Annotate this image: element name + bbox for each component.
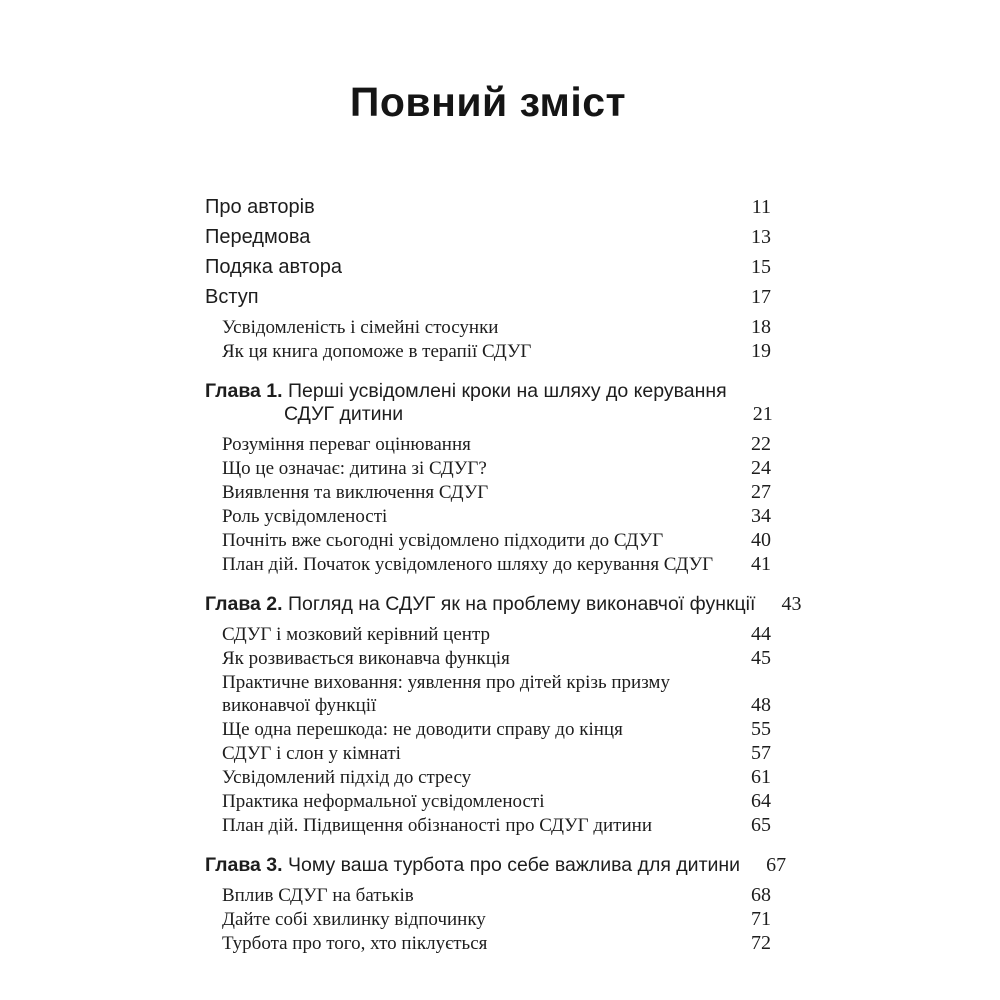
toc-row: [205, 908, 771, 931]
toc-entry-label: [222, 932, 487, 955]
toc-entry-line1: Роль усвідомленості: [222, 506, 388, 527]
toc-entry-page: 27: [751, 481, 771, 503]
toc-entry-label: [222, 766, 471, 789]
toc-entry-line1: Вплив СДУГ на батьків: [222, 885, 414, 906]
toc-entry-line1: Практика неформальної усвідомленості: [222, 791, 545, 812]
toc-entry-label: [222, 623, 490, 646]
chapter-number-prefix: Глава 2.: [205, 593, 288, 615]
page-title: Повний зміст: [349, 79, 627, 125]
toc-entry-page: 48: [751, 694, 771, 716]
toc-entry-label: [205, 593, 755, 616]
toc-entry-line1: Глава 1. Перші усвідомлені кроки на шляху до керування: [205, 380, 727, 402]
toc-entry-page: 57: [751, 742, 771, 764]
toc-row: [205, 286, 771, 309]
toc-entry-page: 19: [751, 340, 771, 362]
toc-entry-line1: План дій. Підвищення обізнаності про СДУГ дитини: [222, 815, 652, 836]
toc-entry-page: 17: [751, 286, 771, 308]
chapter-number-prefix: Глава 1.: [205, 380, 288, 402]
toc-entry-page: 13: [751, 226, 771, 248]
toc-row: [205, 433, 771, 456]
toc-entry-line1: Глава 3. Чому ваша турбота про себе важлива для дитини: [205, 854, 741, 876]
toc-entry-line2: виконавчої функції: [222, 695, 377, 716]
toc-row: [205, 671, 771, 717]
toc-entry-line1: Про авторів: [205, 196, 315, 218]
toc-row: [205, 226, 771, 249]
toc-entry-label: [205, 196, 315, 219]
toc-entry-line1: Глава 2. Погляд на СДУГ як на проблему виконавчої функції: [205, 593, 756, 615]
toc-entry-label: [222, 718, 623, 741]
toc-entry-page: 15: [751, 256, 771, 278]
toc-entry-label: [222, 790, 545, 813]
toc-row: [205, 529, 771, 552]
toc-entry-page: 68: [751, 884, 771, 906]
toc-entry-label: [205, 256, 342, 279]
toc-row: [205, 854, 787, 877]
toc-entry-line1: СДУГ і мозковий керівний центр: [222, 624, 490, 645]
toc-entry-line1: Турбота про того, хто піклується: [222, 933, 488, 954]
toc-entry-line1: Виявлення та виключення СДУГ: [222, 482, 489, 503]
toc-entry-label: [222, 340, 531, 363]
toc-row: [205, 766, 771, 789]
toc-entry-label: [205, 226, 310, 249]
toc-row: [205, 647, 771, 670]
toc-entry-label: [222, 884, 414, 907]
toc-entry-page: 21: [752, 403, 773, 425]
toc-entry-page: 55: [751, 718, 771, 740]
toc-entry-line1: Вступ: [205, 286, 259, 308]
toc-entry-label: [222, 671, 670, 717]
toc-entry-label: [222, 908, 486, 931]
toc-entry-label: [222, 529, 663, 552]
toc-row: [205, 457, 771, 480]
chapter-number-prefix: Глава 3.: [205, 854, 288, 876]
toc-entry-line1: Почніть вже сьогодні усвідомлено підходити до СДУГ: [222, 530, 664, 551]
toc-entry-label: [222, 316, 498, 339]
toc-entry-label: [222, 553, 713, 576]
toc-row: [205, 593, 802, 616]
toc-row: [205, 718, 771, 741]
toc-entry-line1: Передмова: [205, 226, 311, 248]
toc-entry-page: 61: [751, 766, 771, 788]
toc-row: [205, 340, 771, 363]
toc-entry-line2: СДУГ дитини: [284, 403, 404, 425]
toc-entry-label: [222, 457, 487, 480]
toc-entry-page: 43: [781, 593, 802, 615]
toc-row: [205, 256, 771, 279]
toc-entry-line1: Дайте собі хвилинку відпочинку: [222, 909, 486, 930]
toc-entry-page: 71: [751, 908, 771, 930]
toc-entry-page: 41: [751, 553, 771, 575]
toc-entry-page: 22: [751, 433, 771, 455]
toc-entry-line1: СДУГ і слон у кімнаті: [222, 743, 401, 764]
toc-entry-line1: План дій. Початок усвідомленого шляху до керування СДУГ: [222, 554, 714, 575]
toc-entry-page: 44: [751, 623, 771, 645]
toc-entry-page: 64: [751, 790, 771, 812]
toc-entry-label: [222, 481, 488, 504]
toc-entry-page: 18: [751, 316, 771, 338]
toc-entry-line1: Розуміння переваг оцінювання: [222, 434, 471, 455]
toc-row: [205, 505, 771, 528]
toc-entry-line1: Усвідомленість і сімейні стосунки: [222, 317, 499, 338]
toc-entry-page: 34: [751, 505, 771, 527]
toc-entry-label: [205, 380, 727, 426]
toc-entry-line1: Як ця книга допоможе в терапії СДУГ: [222, 341, 532, 362]
toc-entry-label: [222, 505, 387, 528]
toc-entry-line1: Що це означає: дитина зі СДУГ?: [222, 458, 487, 479]
toc-row: [205, 884, 771, 907]
toc-entry-label: [205, 854, 740, 877]
toc-entry-line1: Подяка автора: [205, 256, 343, 278]
toc-entry-page: 45: [751, 647, 771, 669]
toc-entry-page: 11: [751, 196, 771, 218]
toc-entry-label: [205, 286, 259, 309]
toc-row: [205, 553, 771, 576]
toc-row: [205, 790, 771, 813]
toc-entry-page: 40: [751, 529, 771, 551]
toc-entry-page: 24: [751, 457, 771, 479]
toc-entry-label: [222, 742, 401, 765]
toc-row: [205, 932, 771, 955]
toc-entry-line1: Як розвивається виконавча функція: [222, 648, 510, 669]
toc-entry-label: [222, 433, 471, 456]
toc-row: [205, 196, 771, 219]
toc-entry-page: 67: [766, 854, 787, 876]
toc-row: [205, 623, 771, 646]
toc-entry-line1: Усвідомлений підхід до стресу: [222, 767, 472, 788]
toc-entry-label: [222, 647, 510, 670]
toc-row: [205, 316, 771, 339]
book-toc-page: [205, 0, 802, 956]
toc-entry-label: [222, 814, 652, 837]
toc-row: [205, 742, 771, 765]
toc-row: [205, 481, 771, 504]
toc-row: [205, 814, 771, 837]
toc-entry-line1: Ще одна перешкода: не доводити справу до кінця: [222, 719, 623, 740]
toc-row: [205, 380, 771, 426]
toc-list: [205, 196, 802, 955]
toc-entry-page: 72: [751, 932, 771, 954]
toc-entry-page: 65: [751, 814, 771, 836]
toc-entry-line1: Практичне виховання: уявлення про дітей крізь призму: [222, 672, 670, 693]
